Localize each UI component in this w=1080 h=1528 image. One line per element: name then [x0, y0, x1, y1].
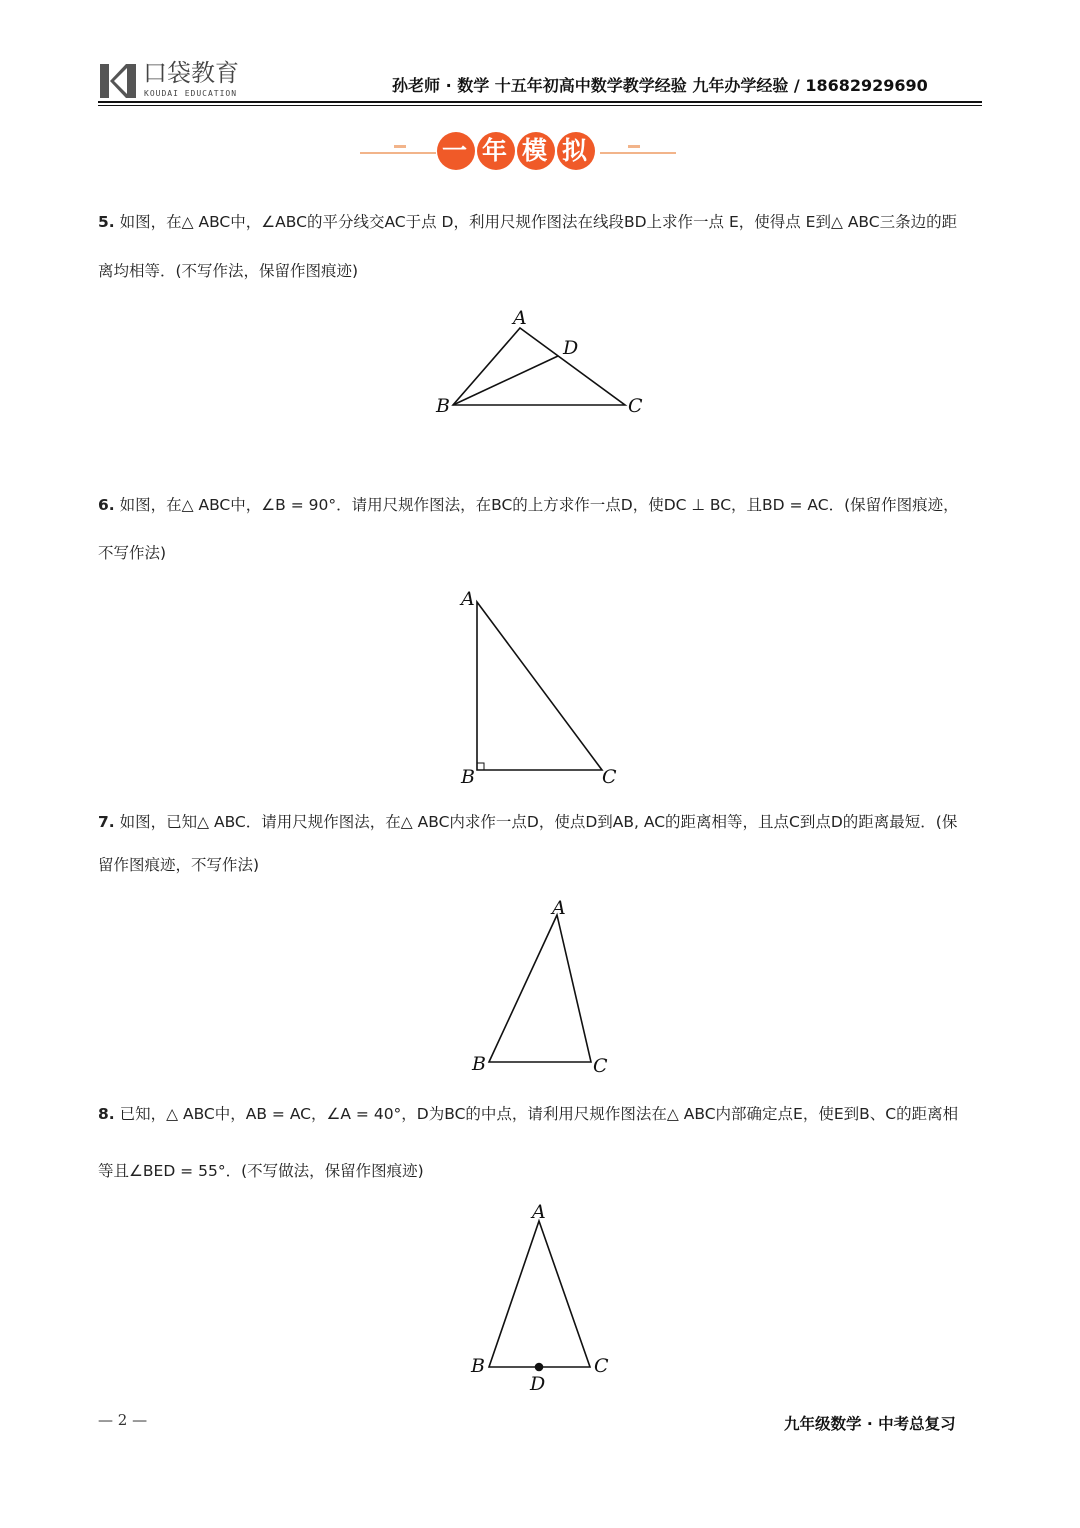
- figure-5-triangle: [453, 328, 625, 405]
- label-b: B: [472, 1053, 486, 1075]
- label-c: C: [593, 1055, 608, 1077]
- figure-7-triangle: [489, 915, 591, 1062]
- banner-char: 模: [522, 136, 548, 165]
- label-a: A: [513, 307, 527, 329]
- label-b: B: [436, 395, 450, 417]
- logo-text: 口袋教育: [143, 59, 239, 87]
- label-c: C: [628, 395, 643, 417]
- label-a: A: [532, 1201, 546, 1223]
- question-text: 如图，在△ ABC中，∠ABC的平分线交AC于点 D，利用尺规作图法在线段BD上求作一点 E，使得点 E到△ ABC三条边的距: [119, 213, 958, 231]
- label-b: B: [461, 766, 475, 788]
- question-number: 8.: [98, 1105, 115, 1123]
- label-c: C: [594, 1355, 609, 1377]
- header-info: 孙老师 · 数学 十五年初高中数学教学经验 九年办学经验 / 18682929690: [392, 76, 928, 95]
- question-5-line2: 离均相等．(不写作法，保留作图痕迹): [98, 262, 359, 280]
- figure-8-triangle: [489, 1221, 590, 1371]
- footer-title: 九年级数学 · 中考总复习: [784, 1415, 956, 1433]
- banner-char: 拟: [562, 136, 588, 165]
- question-7-line2: 留作图痕迹，不写作法): [98, 856, 260, 874]
- midpoint-d: [536, 1364, 543, 1371]
- banner-char: 年: [482, 136, 508, 165]
- question-text: 如图，已知△ ABC．请用尺规作图法，在△ ABC内求作一点D，使点D到AB, AC的距离相等，且点C到点D的距离最短．(保: [119, 813, 958, 831]
- label-c: C: [602, 766, 617, 788]
- question-text: 如图，在△ ABC中，∠B = 90°．请用尺规作图法，在BC的上方求作一点D，使DC ⊥ BC，且BD = AC．(保留作图痕迹，: [119, 496, 959, 514]
- label-d: D: [530, 1373, 546, 1395]
- question-number: 7.: [98, 813, 115, 831]
- label-b: B: [471, 1355, 485, 1377]
- question-number: 5.: [98, 213, 115, 231]
- banner-char: 一: [442, 136, 468, 165]
- label-a: A: [552, 897, 566, 919]
- question-text: 已知，△ ABC中，AB = AC，∠A = 40°，D为BC的中点，请利用尺规作图法在△ ABC内部确定点E，使E到B、C的距离相: [119, 1105, 959, 1123]
- label-d: D: [563, 337, 579, 359]
- question-number: 6.: [98, 496, 115, 514]
- question-8-line2: 等且∠BED = 55°．(不写做法，保留作图痕迹): [98, 1162, 424, 1180]
- page-number: — 2 —: [98, 1411, 148, 1429]
- label-a: A: [461, 588, 475, 610]
- logo-subtext: KOUDAI EDUCATION: [144, 89, 238, 98]
- figure-6-triangle: [477, 602, 602, 770]
- question-6-line2: 不写作法): [98, 544, 167, 562]
